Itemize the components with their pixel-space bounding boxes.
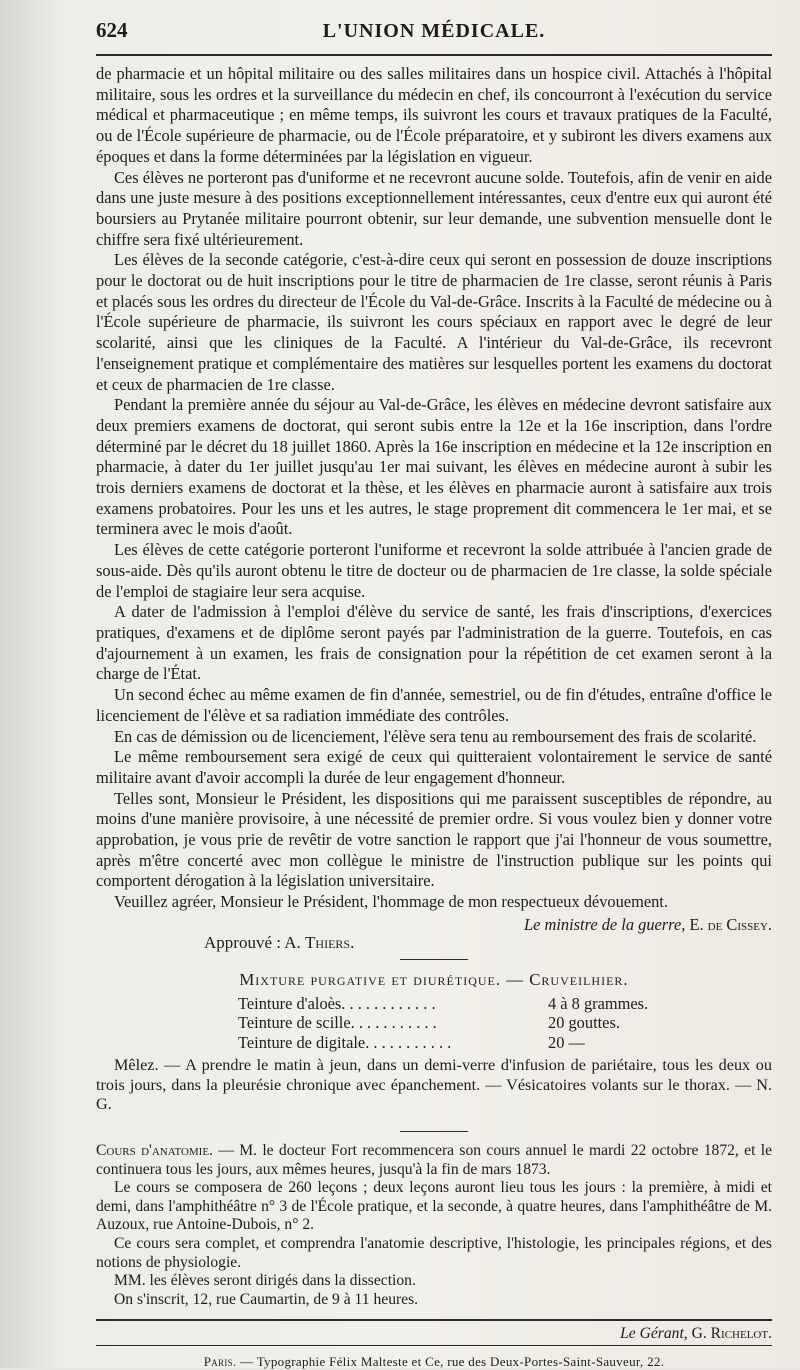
recipe-list — [238, 994, 668, 1053]
paragraph: Veuillez agréer, Monsieur le Président, l'hommage de mon respectueux dévouement. — [114, 892, 668, 912]
paragraph: Les élèves de la seconde catégorie, c'est-à-dire ceux qui seront en possession de douze inscriptions pour le doctorat ou de huit inscriptions pour le titre de pharmacien de 1re classe, seront réunis à Paris et placés sous les ordres du directeur de l'École du Val-de-Grâce. Inscrits à la Faculté de médecine ou à l'École supérieure de pharmacie, ils suivront les cours spéciaux en rapport avec le degré de leur scolarité, ainsi que les cliniques de la Faculté. A l'intérieur du Val-de-Grâce, ils recevront l'enseignement pratique et complémentaire des matières sur lesquelles portent les examens du doctorat et ceux de pharmacien de 1re classe. — [96, 250, 772, 394]
page-header — [96, 18, 772, 56]
paragraph: En cas de démission ou de licenciement, l'élève sera tenu au remboursement des frais de scolarité. — [114, 726, 757, 746]
course-lead: Cours d'anatomie. — [96, 1142, 213, 1160]
paragraph: Ces élèves ne porteront pas d'uniforme et ne recevront aucune solde. Toutefois, afin de venir en aide dans une juste mesure à des positions exceptionnellement intéressantes, ceux d'entre eux qui auront été boursiers au Prytanée militaire pourront obtenir, sur leur demande, une subvention mensuelle dont le chiffre sera fixé ultérieurement. — [96, 167, 772, 249]
footer-divider — [96, 1319, 772, 1321]
gerant-name: G. Richelot. — [691, 1325, 772, 1343]
signature-name: E. de Cissey. — [689, 914, 772, 934]
paragraph: Telles sont, Monsieur le Président, les dispositions qui me paraissent susceptibles de répondre, au moins d'une manière provisoire, à une nécessité de premier ordre. Si vous voulez bien y donner votre approbation, je vous prie de revêtir de votre sanction le rapport que j'ai l'honneur de vous soumettre, après m'être concerté avec mon collègue le ministre de l'instruction publique sur les points qui comportent dérogation à la législation universitaire. — [96, 788, 772, 891]
manager-signature — [96, 1325, 772, 1343]
section-divider — [400, 1131, 468, 1132]
recipe-row — [238, 994, 668, 1014]
approval-label: Approuvé : A. — [204, 932, 301, 952]
ingredient-name: Teinture de scille. . . . . . . . . . . — [238, 1013, 437, 1033]
course-paragraph: MM. les élèves seront dirigés dans la dissection. — [114, 1272, 416, 1290]
course-paragraph: Ce cours sera complet, et comprendra l'anatomie descriptive, l'histologie, les principales régions, et des notions de physiologie. — [96, 1234, 772, 1271]
paragraph: Le même remboursement sera exigé de ceux qui quitteraient volontairement le service de santé militaire avant d'avoir accompli la durée de leur engagement d'honneur. — [96, 747, 772, 787]
section-divider — [400, 959, 468, 960]
printer-text: — Typographie Félix Malteste et Ce, rue des Deux-Portes-Saint-Sauveur, 22. — [240, 1354, 665, 1370]
paragraph: Les élèves de cette catégorie porteront l'uniforme et recevront la solde attribuée à l'ancien grade de sous-aide. Dès qu'ils auront obtenu le titre de docteur ou de pharmacien de 1re classe, la solde spéciale de l'emploi de stagiaire leur sera acquise. — [96, 540, 772, 601]
footer-divider — [96, 1345, 772, 1346]
ingredient-quantity: 4 à 8 grammes. — [548, 993, 649, 1013]
gerant-label: Le Gérant, — [620, 1325, 688, 1343]
paragraph: Un second échec au même examen de fin d'année, semestriel, ou de fin d'études, entraîne d'office le licenciement de l'élève et sa radiation immédiate des contrôles. — [96, 685, 772, 725]
course-paragraph: Le cours se composera de 260 leçons ; deux leçons auront lieu tous les jours : la première, à midi et demi, dans l'amphithéâtre n° 3 de l'École pratique, et la seconde, à quatre heures, dans l'amphithéâtre de M. Auzoux, rue Antoine-Dubois, n° 2. — [96, 1179, 772, 1234]
anatomy-course-notice — [96, 1142, 772, 1309]
minister-signature — [96, 915, 772, 935]
article-body — [96, 64, 772, 913]
ingredient-name: Teinture d'aloès. . . . . . . . . . . . — [238, 993, 436, 1013]
mixture-title: Mixture purgative et diurétique. — Cruveilhier. — [239, 969, 629, 989]
page-number: 624 — [96, 18, 128, 42]
course-paragraph: On s'inscrit, 12, rue Caumartin, de 9 à 11 heures. — [114, 1290, 419, 1308]
paragraph: A dater de l'admission à l'emploi d'élève du service de santé, les frais d'inscriptions, d'exercices pratiques, d'examens et de diplôme seront payés par l'administration de la guerre. Toutefois, en cas d'ajournement à un examen, les frais de consignation pour la répétition de cet examen seront à la charge de l'État. — [96, 602, 772, 684]
approval-name: Thiers. — [305, 932, 355, 952]
course-text: — M. le docteur Fort recommencera son cours annuel le mardi 22 octobre 1872, et le continuera tous les jours, aux mêmes heures, jusqu'à la fin de mars 1873. — [96, 1142, 772, 1178]
ingredient-name: Teinture de digitale. . . . . . . . . . . — [238, 1032, 452, 1052]
course-intro — [96, 1142, 772, 1179]
running-title: L'UNION MÉDICALE. — [322, 20, 546, 42]
recipe-row — [238, 1033, 668, 1053]
approval-line — [204, 933, 772, 953]
paragraph: de pharmacie et un hôpital militaire ou des salles militaires dans un hospice civil. Attachés à l'hôpital militaire, sous les ordres et la surveillance du médecin en chef, ils concourront à l'exécution du service médical et pharmaceutique ; en même temps, ils suivront les cours et travaux pratiques de la Faculté, ou de l'École supérieure de pharmacie, ou de l'École préparatoire, et y subiront les divers examens aux époques et dans la forme déterminées par la législation en vigueur. — [96, 64, 772, 166]
paragraph: Pendant la première année du séjour au Val-de-Grâce, les élèves en médecine devront satisfaire aux deux premiers examens de doctorat, qui seront subis entre la 12e et la 16e inscription, dans l'ordre déterminé par le décret du 18 juillet 1860. Après la 16e inscription en médecine et la 12e inscription en pharmacie, à dater du 1er juillet jusqu'au 1er mai suivant, les élèves en médecine auront à subir les trois derniers examens de doctorat et la thèse, et les élèves en pharmacie auront à satisfaire aux trois examens probatoires. Pour les uns et les autres, le stage proprement dit commencera le 1er mai, et se terminera avec le mois d'août. — [96, 395, 772, 539]
printer-city: Paris. — [203, 1354, 237, 1370]
ingredient-quantity: 20 gouttes. — [548, 1013, 620, 1033]
ingredient-quantity: 20 — — [548, 1032, 585, 1052]
mixture-instructions: Mêlez. — A prendre le matin à jeun, dans un demi-verre d'infusion de pariétaire, tous les deux ou trois jours, dans la pleurésie chronique avec épanchement. — Vésicatoires volants sur le thorax. — N. G. — [96, 1056, 772, 1114]
signature-role: Le ministre de la guerre, — [524, 914, 686, 934]
recipe-row — [238, 1013, 668, 1033]
